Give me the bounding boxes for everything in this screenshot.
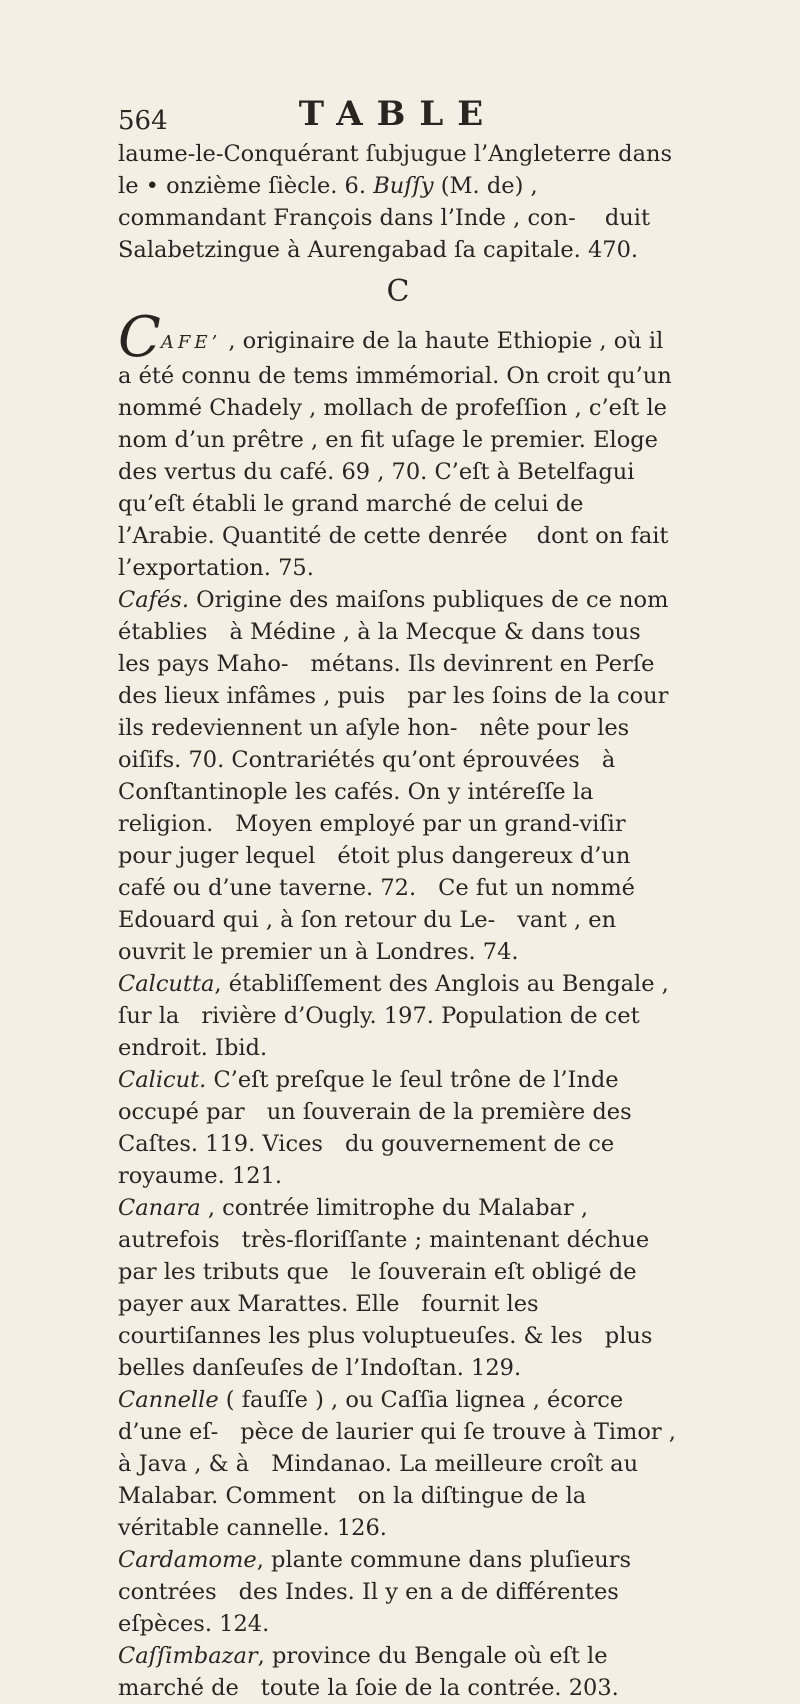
faded-stamp bbox=[180, 1300, 440, 1330]
text-line: plus belles danſeuſes de l’Indoſtan. 129. bbox=[118, 1323, 653, 1381]
text-line: • onzième ſiècle. 6. bbox=[145, 173, 367, 199]
head-term: Cardamome bbox=[118, 1547, 257, 1573]
text-fragment: , province du Bengale où eſt le marché de bbox=[118, 1643, 608, 1701]
text-line: très-floriſſante ; maintenant déchue par les tributs que bbox=[118, 1227, 650, 1285]
index-entry bbox=[118, 968, 678, 1064]
head-term: Calcutta bbox=[118, 971, 215, 997]
head-term: Cannelle bbox=[118, 1387, 219, 1413]
text-fragment: , établiſſement des Anglois au Bengale , ſur la bbox=[118, 971, 669, 1029]
text-line: le ſouverain eſt obligé de payer aux Marattes. Elle bbox=[118, 1259, 637, 1317]
text-line: métans. Ils devinrent en Perſe des lieux infâmes , puis bbox=[118, 651, 655, 709]
text-line: rivière d’Ougly. 197. Population de cet endroit. Ibid. bbox=[118, 1003, 640, 1061]
text-fragment: Origine des maiſons publiques de ce nom établies bbox=[118, 587, 669, 645]
text-line: étoit plus dangereux d’un café ou d’une taverne. 72. bbox=[118, 843, 631, 901]
text-line: Ce fut un nommé Edouard qui , à ſon retour du Le- bbox=[118, 875, 635, 933]
text-fragment: , originaire de la haute Ethiopie , où il a été bbox=[118, 328, 664, 389]
text-line: duit Salabetzingue à Aurengabad ſa capitale. 470. bbox=[118, 205, 650, 263]
section-letter: C bbox=[386, 274, 410, 309]
head-term: Buſſy bbox=[373, 173, 434, 199]
page-header bbox=[118, 92, 678, 138]
head-term: Calicut. bbox=[118, 1067, 207, 1093]
text-line: des Indes. Il y en a de différentes eſpèces. 124. bbox=[118, 1579, 619, 1637]
text-line: connu de tems immémorial. On croit qu’un nommé bbox=[118, 363, 672, 421]
text-fragment: , plante commune dans pluſieurs contrées bbox=[118, 1547, 632, 1605]
text-line: marché de celui de l’Arabie. Quantité de cette denrée bbox=[118, 491, 584, 549]
text-line: Moyen employé par un grand-viſir pour juger lequel bbox=[118, 811, 626, 869]
index-entry bbox=[118, 584, 678, 968]
text-line: pèce de laurier qui ſe trouve à Timor , à Java , & à bbox=[118, 1419, 676, 1477]
text-line: café. 69 , 70. C’eſt à Betelfagui qu’eſt établi le grand bbox=[118, 459, 635, 517]
text-fragment: ( fauſſe ) , ou Caſſia lignea , écorce d’une eſ- bbox=[118, 1387, 624, 1445]
head-term: Caſſimbazar bbox=[118, 1643, 258, 1669]
running-title: TABLE bbox=[298, 94, 498, 134]
text-line: un ſouverain de la première des Caſtes. 119. Vices bbox=[118, 1099, 632, 1157]
text-line: à Conſtantinople les cafés. On y intéreſſe la religion. bbox=[118, 747, 616, 837]
text-line: à Médine , à la Mecque & dans tous les pays Maho- bbox=[118, 619, 641, 677]
text-line: vant , en ouvrit le premier un à Londres. 74. bbox=[118, 907, 617, 965]
text-line: Chadely , mollach de profeſſion , c’eſt le nom d’un bbox=[118, 395, 667, 453]
head-term: Cafés. bbox=[118, 587, 189, 613]
entries-list bbox=[118, 584, 678, 1704]
intro-block bbox=[118, 138, 678, 266]
text-line: toute la ſoie de la contrée. 203. bbox=[260, 1675, 619, 1701]
text-line: dont on fait l’exportation. 75. bbox=[118, 523, 669, 581]
text-line: on la diſtingue de la véritable cannelle. 126. bbox=[118, 1483, 587, 1541]
index-text bbox=[118, 138, 678, 1704]
page-number: 564 bbox=[118, 106, 168, 136]
head-term: Canara bbox=[118, 1195, 201, 1221]
text-line: fournit les courtiſannes les plus voluptueuſes. & les bbox=[118, 1291, 583, 1349]
text-line: nête pour les oiſifs. 70. Contrariétés qu’ont éprouvées bbox=[118, 715, 630, 773]
index-entry bbox=[118, 1192, 678, 1384]
index-entry bbox=[118, 1640, 678, 1704]
index-entry bbox=[118, 1384, 678, 1544]
head-term-caps: AFE’ bbox=[160, 332, 222, 353]
text-line: laume-le-Conquérant ſubjugue l’Angleterre dans le bbox=[118, 141, 673, 199]
text-fragment: (M. de) , commandant François dans l’Inde , con- bbox=[118, 173, 576, 231]
text-line: Mindanao. La meilleure croît au Malabar. Comment bbox=[118, 1451, 639, 1509]
drop-capital: C bbox=[118, 305, 161, 370]
text-line: par les ſoins de la cour ils redeviennent un aſyle hon- bbox=[118, 683, 669, 741]
index-entry bbox=[118, 1064, 678, 1192]
text-fragment: , contrée limitrophe du Malabar , autrefois bbox=[118, 1195, 589, 1253]
text-fragment: C’eſt preſque le ſeul trône de l’Inde occupé par bbox=[118, 1067, 619, 1125]
text-line: prêtre , en fit uſage le premier. Eloge des vertus du bbox=[118, 427, 658, 485]
index-entry bbox=[118, 1544, 678, 1640]
text-line: du gouvernement de ce royaume. 121. bbox=[118, 1131, 615, 1189]
entry-cafe bbox=[118, 305, 678, 584]
